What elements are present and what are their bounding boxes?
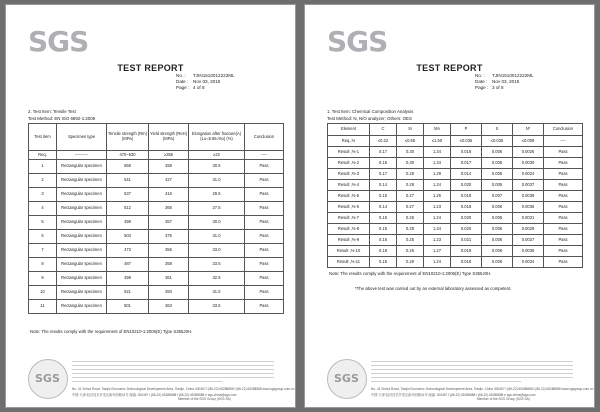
compliance-note: Note: The results comply with the requirement of EN10210-1:2006(E) Type S355J0H. [329,271,492,276]
table-cell: 363 [149,300,189,314]
table-cell: 0.0029 [513,224,544,235]
table-cell: 0.018 [451,202,482,213]
table-cell: 33.5 [189,258,245,272]
requirement-row [29,151,284,160]
fine-print-line [72,373,274,374]
footer-member: Member of the SGS Group (SGS SA) [477,397,530,401]
table-cell: Pass [245,244,284,258]
table-cell: 0.15 [370,213,397,224]
section-heading: 2. Test Item: Tensile Test [28,109,76,114]
table-cell: 1.23 [424,202,451,213]
sgs-logo: SGS [28,25,89,58]
footer-member: Member of the SGS Group (SGS SA) [178,397,231,401]
table-cell: 8 [29,258,57,272]
table-cell: 0.25 [397,213,424,224]
table-cell: 503 [107,230,149,244]
table-cell: Rectangular specimen [57,202,107,216]
table-cell: 2 [29,174,57,188]
table-cell: Pass [245,188,284,202]
table-row [29,160,284,174]
table-cell: Pass [245,160,284,174]
table-row [328,147,583,158]
table-cell: Rectangular specimen [57,244,107,258]
table-cell: 501 [107,300,149,314]
seal-text: SGS [334,372,359,385]
table-cell: 0.018 [451,257,482,268]
fine-print-line [72,377,274,378]
report-footer [327,357,594,401]
table-cell: Result ,%-11 [328,257,370,268]
table-cell: 0.007 [482,191,513,202]
table-cell: 0.018 [451,147,482,158]
table-cell: 361 [149,272,189,286]
table-cell: Result ,%-5 [328,191,370,202]
table-cell: 0.17 [370,147,397,158]
table-cell: 1.24 [424,180,451,191]
table-cell: Result ,%-9 [328,235,370,246]
table-cell: 1.24 [424,213,451,224]
table-cell: 521 [107,286,149,300]
table-cell: 499 [107,272,149,286]
table-cell: 0.005 [482,180,513,191]
table-cell: 0.017 [451,158,482,169]
table-row [328,235,583,246]
table-cell: Rectangular specimen [57,300,107,314]
table-cell: Pass [245,272,284,286]
requirement-row [328,136,583,147]
table-cell: 0.0027 [513,235,544,246]
table-row [328,169,583,180]
table-cell: 458 [149,160,189,174]
table-cell: 473 [107,244,149,258]
table-row [29,188,284,202]
table-cell: 0.17 [370,169,397,180]
table-cell: ≤0.22 [370,136,397,147]
table-cell: 487 [107,258,149,272]
table-cell: Result ,%-4 [328,180,370,191]
report-title: TEST REPORT [416,63,483,73]
column-header: N* [513,124,544,136]
report-page-label: Page : [475,85,489,90]
chemical-header-row [328,124,583,136]
column-header: Specimen type [57,124,107,151]
table-cell: 0.014 [451,169,482,180]
table-cell: 537 [107,188,149,202]
chemical-header [328,124,583,136]
table-cell: Pass [544,235,583,246]
table-cell: 1.34 [424,158,451,169]
column-header: Element [328,124,370,136]
table-cell: Pass [245,300,284,314]
table-cell: Pass [544,147,583,158]
table-cell: Result ,%-6 [328,202,370,213]
table-cell: 568 [107,160,149,174]
table-cell: 0.27 [397,191,424,202]
table-cell: Pass [245,286,284,300]
table-cell: 541 [107,174,149,188]
table-cell: 0.14 [370,202,397,213]
table-cell: Pass [245,258,284,272]
column-header: Mn [424,124,451,136]
table-cell: 0.28 [397,180,424,191]
table-cell: 512 [107,202,149,216]
table-cell: ---------- [57,151,107,160]
column-header: Conclusion [245,124,284,151]
table-cell: ≤0.035 [451,136,482,147]
table-row [29,300,284,314]
table-row [328,202,583,213]
table-cell: 10 [29,286,57,300]
footer-address-cn: 中国·天津·经济技术开发区新环西路41号 邮编: 300457 t (86-22) 65288888 f (86-22) 65288588 e sgs.china@sgs.com [72,393,237,397]
table-cell: 6 [29,230,57,244]
table-cell: Rectangular specimen [57,230,107,244]
table-row [328,180,583,191]
report-date: Nov 03, 2015 [193,79,221,84]
table-row [328,191,583,202]
tensile-header [29,124,284,151]
table-cell: 427 [149,174,189,188]
table-cell: 0.30 [397,147,424,158]
report-no: TJIN1510012222ML [193,73,235,78]
table-cell: 27.5 [189,202,245,216]
report-meta [176,73,235,91]
table-cell: 9 [29,272,57,286]
table-cell: Rectangular specimen [57,286,107,300]
table-row [328,213,583,224]
table-cell: 0.006 [482,235,513,246]
test-method: Test Method: EN ISO 6892-1:2009 [28,116,96,121]
table-cell: Result ,%-10 [328,246,370,257]
table-cell: 0.27 [397,202,424,213]
fine-print-line [371,369,573,370]
table-cell: Pass [245,230,284,244]
table-cell: 498 [107,216,149,230]
table-cell: 376 [149,230,189,244]
table-row [29,230,284,244]
table-cell: 0.0026 [513,147,544,158]
table-cell: Pass [544,158,583,169]
fine-print-line [72,361,274,362]
table-cell: 0.28 [397,169,424,180]
table-cell: Rectangular specimen [57,272,107,286]
report-page: 4 of 8 [193,85,205,90]
table-cell: Rectangular specimen [57,188,107,202]
table-cell: 0.15 [370,158,397,169]
table-cell: ≥355 [149,151,189,160]
table-cell: Pass [544,202,583,213]
table-cell: 357 [149,216,189,230]
table-cell: ≥22 [189,151,245,160]
table-cell: Req. [29,151,57,160]
table-cell: 0.0035 [513,246,544,257]
test-method: Test Method: N, N/O analyzer; Others: OES [327,116,412,121]
tensile-header-row [29,124,284,151]
section-heading: 1. Test Item: Chemical Composition Analysis [327,109,414,114]
table-cell: Result ,%-1 [328,147,370,158]
table-cell: 0.30 [397,158,424,169]
report-date-label: Date : [176,79,189,84]
tensile-table [28,123,284,314]
table-cell: Result ,%-2 [328,158,370,169]
table-row [29,258,284,272]
table-row [328,158,583,169]
table-cell: ---- [245,151,284,160]
table-cell: 31.0 [189,230,245,244]
table-cell: 0.15 [370,191,397,202]
table-cell: 0.006 [482,147,513,158]
table-cell: 0.005 [482,158,513,169]
table-cell: 0.019 [451,246,482,257]
report-footer [28,357,295,401]
seal-text: SGS [35,372,60,385]
table-cell: 0.0024 [513,169,544,180]
table-cell: 0.020 [451,213,482,224]
table-row [29,244,284,258]
column-header: Test item [29,124,57,151]
table-cell: 31.5 [189,286,245,300]
table-cell: ≤1.50 [424,136,451,147]
table-cell: 0.14 [370,180,397,191]
table-cell: 0.25 [397,235,424,246]
report-page-label: Page : [176,85,190,90]
table-cell: 1.25 [424,191,451,202]
table-cell: Pass [245,174,284,188]
table-cell: Pass [245,216,284,230]
table-row [328,246,583,257]
table-cell: 30.5 [189,160,245,174]
report-no-label: No. : [176,73,186,78]
table-row [29,202,284,216]
report-page: 3 of 8 [492,85,504,90]
table-cell: 0.006 [482,246,513,257]
table-cell: 0.0039 [513,191,544,202]
table-cell: 0.0036 [513,202,544,213]
footer-address: No. 41 Xinhui Road, Tianjin Economic-Technological Development Area, Tianjin, China 300457 t (86-22) 65288888 f (86-22) 65288588 www.sgsgroup.com.cn [72,387,295,391]
table-cell: 0.005 [482,213,513,224]
chemical-table [327,123,583,268]
table-cell: ≤0.009 [513,136,544,147]
table-cell: 3 [29,188,57,202]
table-cell: 366 [149,202,189,216]
table-row [29,174,284,188]
table-cell: 33.0 [189,244,245,258]
column-header: Yield strength (ReH) (MPa) [149,124,189,151]
fine-print-line [371,365,573,366]
table-cell: Pass [544,246,583,257]
table-cell: 0.26 [397,246,424,257]
table-cell: 0.005 [482,169,513,180]
column-header: Elongation after fracture(A) (Lo=5.65√So) (%) [189,124,245,151]
report-date: Nov 03, 2015 [492,79,520,84]
table-cell: Req.,% [328,136,370,147]
table-cell: 30.0 [189,216,245,230]
external-lab-note: *The above test was carried out by an external laboratory assessed as competent. [355,286,512,291]
column-header: P [451,124,482,136]
table-cell: 0.18 [370,246,397,257]
report-date-label: Date : [475,79,488,84]
table-cell: 0.0037 [513,180,544,191]
table-cell: 32.5 [189,272,245,286]
report-meta [475,73,534,91]
report-no: TJIN1510012222ML [492,73,534,78]
fine-print-line [371,373,573,374]
tensile-body [29,151,284,314]
table-cell: Pass [544,191,583,202]
sgs-seal-icon [327,359,367,399]
fine-print-line [371,381,521,382]
table-cell: Result ,%-8 [328,224,370,235]
table-cell: ≤0.035 [482,136,513,147]
fine-print-line [371,377,573,378]
table-cell: 1.34 [424,147,451,158]
table-cell: 0.021 [451,235,482,246]
table-cell: 0.020 [451,224,482,235]
fine-print-line [72,365,274,366]
table-cell: Rectangular specimen [57,216,107,230]
table-cell: 358 [149,258,189,272]
chemical-body [328,136,583,268]
report-title: TEST REPORT [117,63,184,73]
table-cell: 1.23 [424,235,451,246]
table-cell: 0.29 [397,257,424,268]
table-cell: 0.0031 [513,213,544,224]
table-cell: Result ,%-7 [328,213,370,224]
table-cell: 0.15 [370,257,397,268]
table-cell: 0.28 [397,224,424,235]
table-cell: Pass [544,169,583,180]
table-cell: 470~630 [107,151,149,160]
table-cell: 0.006 [482,202,513,213]
column-header: S [482,124,513,136]
sgs-logo: SGS [327,25,388,58]
column-header: C [370,124,397,136]
sgs-seal-icon [28,359,68,399]
table-cell: 393 [149,286,189,300]
table-cell: 0.020 [451,180,482,191]
table-cell: 31.0 [189,174,245,188]
table-cell: 7 [29,244,57,258]
table-cell: 0.018 [451,191,482,202]
table-cell: 33.5 [189,300,245,314]
table-cell: 0.15 [370,235,397,246]
table-cell: 5 [29,216,57,230]
table-cell: 4 [29,202,57,216]
table-cell: Rectangular specimen [57,258,107,272]
table-cell: Pass [544,224,583,235]
column-header: Tensile strength (Rm) (MPa) [107,124,149,151]
table-cell: Rectangular specimen [57,160,107,174]
table-cell: 0.15 [370,224,397,235]
table-row [29,272,284,286]
table-cell: 1.29 [424,169,451,180]
fine-print-line [72,369,274,370]
footer-address-cn: 中国·天津·经济技术开发区新环西路41号 邮编: 300457 t (86-22) 65288888 f (86-22) 65288588 e sgs.china@sgs.com [371,393,536,397]
table-cell: 0.006 [482,257,513,268]
table-cell: 0.006 [482,224,513,235]
table-cell: ≤0.55 [397,136,424,147]
column-header: Si [397,124,424,136]
compliance-note: Note: The results comply with the requirement of EN10210-1:2006(E) Type S355J0H. [30,329,193,334]
table-cell: 1.34 [424,224,451,235]
table-cell: ---- [544,136,583,147]
table-cell: Pass [544,180,583,191]
table-cell: 1 [29,160,57,174]
table-row [328,224,583,235]
report-page-tensile [5,4,296,408]
table-cell: 356 [149,244,189,258]
report-page-chemical [304,4,595,408]
table-cell: 29.5 [189,188,245,202]
table-cell: Pass [544,257,583,268]
fine-print-line [371,361,573,362]
table-cell: 1.24 [424,257,451,268]
table-cell: 11 [29,300,57,314]
table-row [29,286,284,300]
table-cell: 416 [149,188,189,202]
table-row [328,257,583,268]
column-header: Conclusion [544,124,583,136]
table-cell: Pass [245,202,284,216]
table-cell: Pass [544,213,583,224]
table-cell: 0.0030 [513,158,544,169]
table-cell: 0.0034 [513,257,544,268]
fine-print-line [72,381,222,382]
table-cell: Result ,%-3 [328,169,370,180]
footer-address: No. 41 Xinhui Road, Tianjin Economic-Technological Development Area, Tianjin, China 300457 t (86-22) 65288888 f (86-22) 65288588 www.sgsgroup.com.cn [371,387,594,391]
table-cell: Rectangular specimen [57,174,107,188]
table-row [29,216,284,230]
report-no-label: No. : [475,73,485,78]
table-cell: 1.27 [424,246,451,257]
